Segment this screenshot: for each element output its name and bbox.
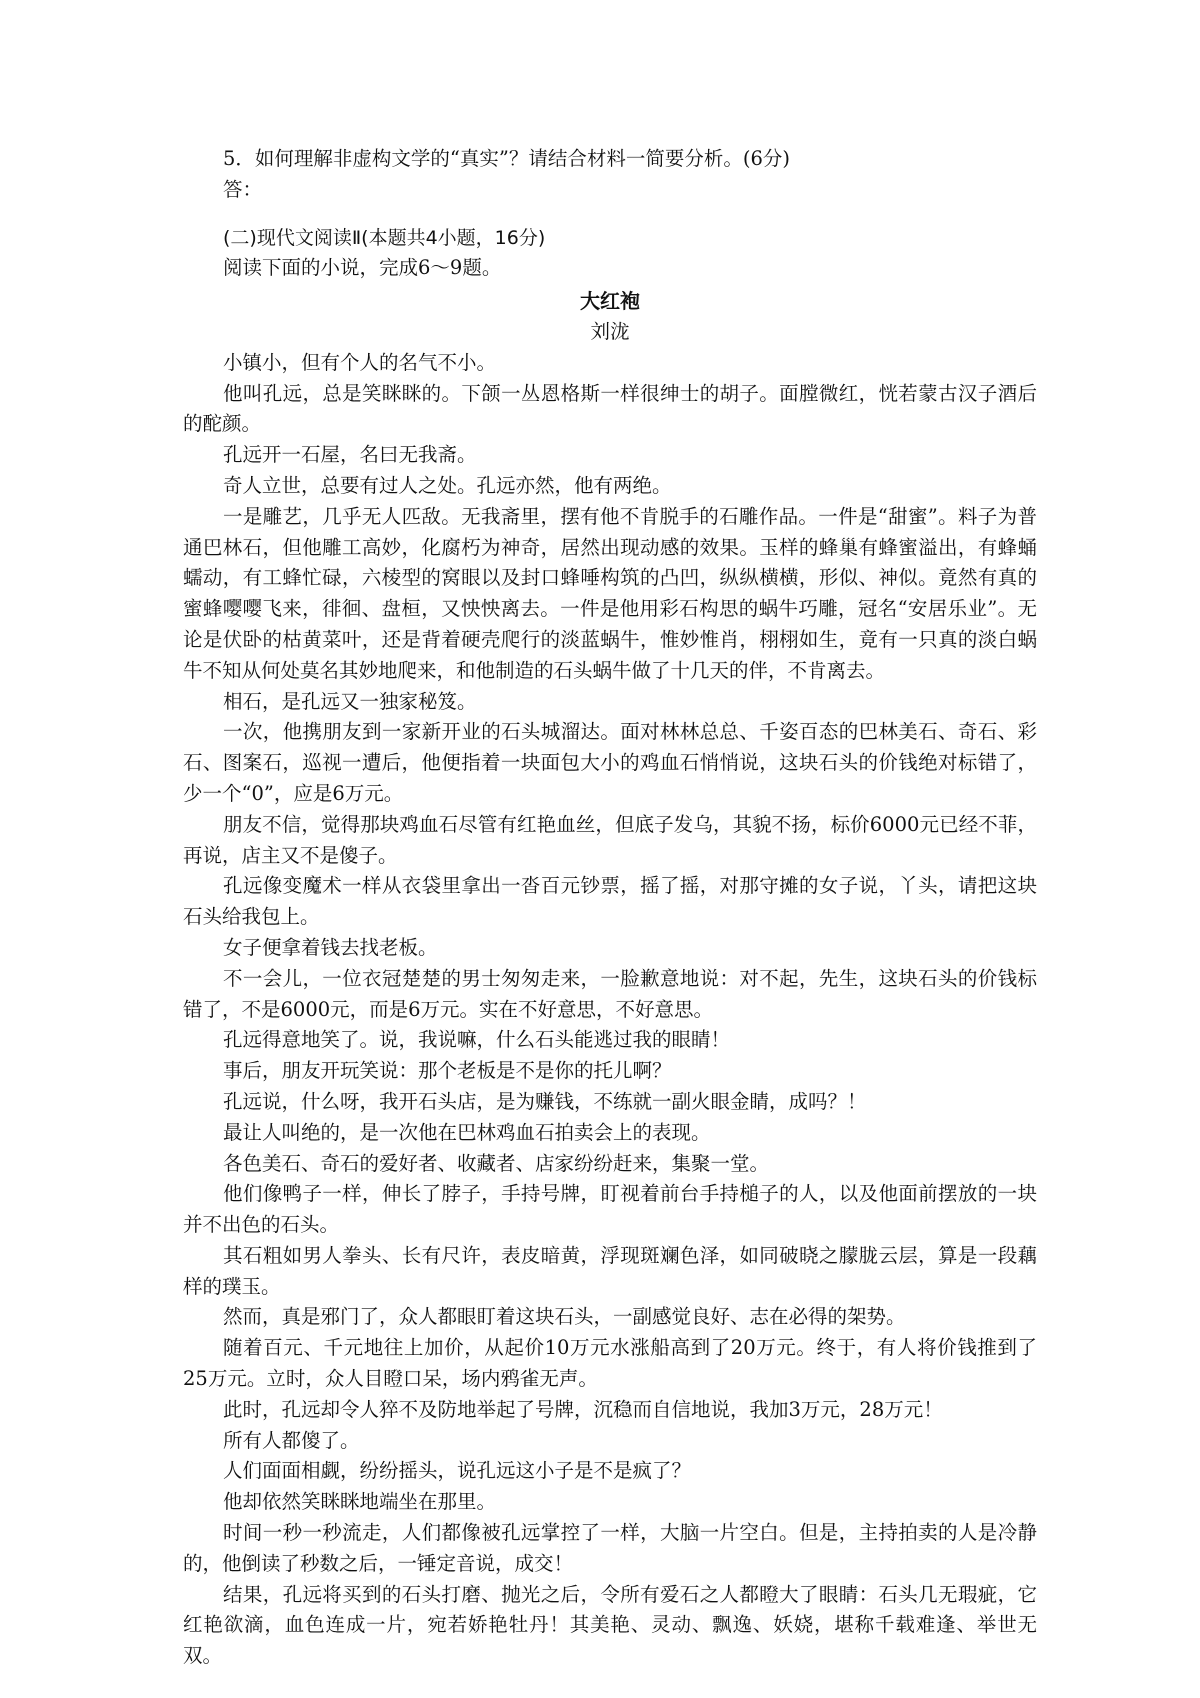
story-paragraph: 事后，朋友开玩笑说：那个老板是不是你的托儿啊？ [223,1059,672,1083]
answer-label: 答： [223,177,263,201]
story-paragraph: 不一会儿，一位衣冠楚楚的男士匆匆走来，一脸歉意地说：对不起，先生，这块石头的价钱标错了，不是6000元，而是6万元。实在不好意思，不好意思。 [183,966,1037,1021]
story-paragraph: 人们面面相觑，纷纷摇头，说孔远这小子是不是疯了？ [223,1459,692,1483]
section-heading: (二)现代文阅读Ⅱ(本题共4小题，16分) [223,226,546,249]
story-paragraph: 他却依然笑眯眯地端坐在那里。 [223,1490,497,1514]
story-paragraph: 一是雕艺，几乎无人匹敌。无我斋里，摆有他不肯脱手的石雕作品。一件是“甜蜜”。料子为普通巴林石，但他雕工高妙，化腐朽为神奇，居然出现动感的效果。玉样的蜂巢有蜂蜜溢出，有蜂蛹蠕动，有工蜂忙碌，六棱型的窝眼以及封口蜂唾构筑的凸凹，纵纵横横，形似、神似。竟然有真的蜜蜂嘤嘤飞来，徘徊、盘桓，又怏怏离去。一件是他用彩石构思的蜗牛巧雕，冠名“安居乐业”。无论是伏卧的枯黄菜叶，还是背着硬壳爬行的淡蓝蜗牛，惟妙惟肖，栩栩如生，竟有一只真的淡白蜗牛不知从何处莫名其妙地爬来，和他制造的石头蜗牛做了十几天的伴，不肯离去。 [183,504,1037,682]
story-paragraph: 一次，他携朋友到一家新开业的石头城溜达。面对林林总总、千姿百态的巴林美石、奇石、彩石、图案石，巡视一遭后，他便指着一块面包大小的鸡血石悄悄说，这块石头的价钱绝对标错了，少一个“0”，应是6万元。 [183,720,1037,805]
story-paragraph: 孔远像变魔术一样从衣袋里拿出一沓百元钞票，摇了摇，对那守摊的女子说，丫头，请把这块石头给我包上。 [183,874,1037,929]
story-paragraph: 奇人立世，总要有过人之处。孔远亦然，他有两绝。 [223,473,672,497]
story-paragraph: 随着百元、千元地往上加价，从起价10万元水涨船高到了20万元。终于，有人将价钱推到了25万元。立时，众人目瞪口呆，场内鸦雀无声。 [183,1336,1037,1391]
story-paragraph: 相石，是孔远又一独家秘笈。 [223,689,477,713]
story-paragraph: 其石粗如男人拳头、长有尺许，表皮暗黄，浮现斑斓色泽，如同破晓之朦胧云层，算是一段藕样的璞玉。 [183,1243,1037,1298]
question-5: 5．如何理解非虚构文学的“真实”？请结合材料一简要分析。(6分) [223,147,790,170]
story-paragraph: 各色美石、奇石的爱好者、收藏者、店家纷纷赶来，集聚一堂。 [223,1151,770,1175]
story-paragraph: 他们像鸭子一样，伸长了脖子，手持号牌，盯视着前台手持槌子的人，以及他面前摆放的一块并不出色的石头。 [183,1182,1037,1237]
reading-instruction: 阅读下面的小说，完成6～9题。 [223,256,502,280]
story-paragraph: 女子便拿着钱去找老板。 [223,935,438,959]
story-paragraph: 最让人叫绝的，是一次他在巴林鸡血石拍卖会上的表现。 [223,1120,711,1144]
story-body [183,348,1037,1672]
story-paragraph: 结果，孔远将买到的石头打磨、抛光之后，令所有爱石之人都瞪大了眼睛：石头几无瑕疵，它红艳欲滴，血色连成一片，宛若娇艳牡丹！其美艳、灵动、飘逸、妖娆，堪称千载难逢、举世无双。 [183,1582,1037,1668]
story-paragraph: 孔远开一石屋，名曰无我斋。 [223,443,477,467]
story-paragraph: 然而，真是邪门了，众人都眼盯着这块石头，一副感觉良好、志在必得的架势。 [223,1305,906,1329]
story-paragraph: 朋友不信，觉得那块鸡血石尽管有红艳血丝，但底子发乌，其貌不扬，标价6000元已经不菲，再说，店主又不是傻子。 [183,812,1037,867]
page-content [183,144,1037,1672]
story-paragraph: 此时，孔远却令人猝不及防地举起了号牌，沉稳而自信地说，我加3万元，28万元！ [223,1397,943,1421]
story-paragraph: 孔远说，什么呀，我开石头店，是为赚钱，不练就一副火眼金睛，成吗？！ [223,1089,867,1113]
story-author: 刘泷 [590,319,630,343]
story-paragraph: 小镇小，但有个人的名气不小。 [223,350,497,374]
story-paragraph: 孔远得意地笑了。说，我说嘛，什么石头能逃过我的眼睛！ [223,1028,731,1052]
story-paragraph: 时间一秒一秒流走，人们都像被孔远掌控了一样，大脑一片空白。但是，主持拍卖的人是冷静的，他倒读了秒数之后，一锤定音说，成交！ [183,1521,1037,1575]
story-title: 大红袍 [580,289,640,314]
story-paragraph: 所有人都傻了。 [223,1428,360,1452]
story-paragraph: 他叫孔远，总是笑眯眯的。下颌一丛恩格斯一样很绅士的胡子。面膛微红，恍若蒙古汉子酒后的酡颜。 [183,381,1037,436]
